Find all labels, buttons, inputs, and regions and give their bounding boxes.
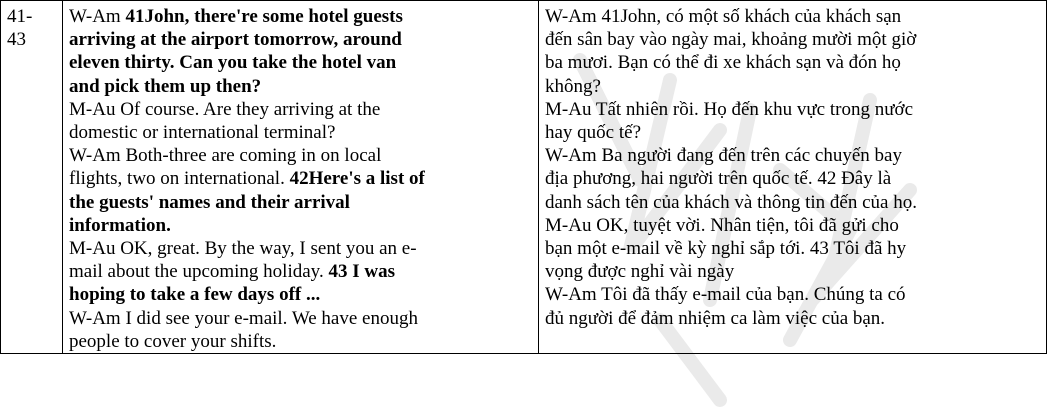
text-segment: mail about the upcoming holiday. <box>69 261 329 283</box>
text-segment: M-Au Of course. Are they arriving at the <box>69 98 381 120</box>
vietnamese-line: địa phương, hai người trên quốc tế. 42 Đây là <box>545 168 892 190</box>
vietnamese-line: hay quốc tế? <box>545 122 642 144</box>
english-line <box>69 51 532 74</box>
english-line <box>69 191 532 214</box>
vietnamese-line: W-Am 41John, có một số khách của khách sạn <box>545 6 902 27</box>
english-line <box>69 167 532 190</box>
bold-text: information. <box>69 214 171 236</box>
bold-text: 42Here's a list of <box>289 168 425 190</box>
vietnamese-line: bạn một e-mail về kỳ nghỉ sắp tới. 43 Tôi đã hy <box>545 238 907 260</box>
vietnamese-line: ba mươi. Bạn có thể đi xe khách sạn và đón họ <box>545 52 901 74</box>
vietnamese-line: danh sách tên của khách và thông tin đến của họ. <box>545 191 917 213</box>
vietnamese-line: đến sân bay vào ngày mai, khoảng mười một giờ <box>545 29 917 51</box>
english-line <box>69 75 532 98</box>
text-segment: flights, two on international. <box>69 168 290 190</box>
bold-text: the guests' names and their arrival <box>69 191 350 213</box>
vietnamese-line: không? <box>545 75 601 97</box>
english-line <box>69 98 532 121</box>
text-segment: M-Au OK, great. By the way, I sent you an e- <box>69 238 417 260</box>
text-segment: people to cover your shifts. <box>69 330 277 352</box>
bold-text: eleven thirty. Can you take the hotel van <box>69 52 397 74</box>
vietnamese-translation-cell <box>539 1 1047 354</box>
bold-text: arriving at the airport tomorrow, around <box>69 29 402 51</box>
text-segment: W-Am I did see your e-mail. We have enough <box>69 307 418 329</box>
bold-text: 41John, there're some hotel guests <box>125 6 403 27</box>
english-transcript-cell <box>63 1 539 354</box>
english-line <box>69 144 532 167</box>
bold-text: 43 I was <box>328 261 395 283</box>
english-line <box>69 28 532 51</box>
english-line <box>69 283 532 306</box>
english-line <box>69 307 532 330</box>
bold-text: hoping to take a few days off ... <box>69 284 321 306</box>
text-segment: domestic or international terminal? <box>69 122 336 144</box>
english-line <box>69 260 532 283</box>
table-row <box>1 1 1047 354</box>
bold-text: and pick them up then? <box>69 75 262 97</box>
vietnamese-line: W-Am Tôi đã thấy e-mail của bạn. Chúng ta có <box>545 284 906 306</box>
english-line <box>69 214 532 237</box>
english-line <box>69 330 532 353</box>
vietnamese-line: đủ người để đảm nhiệm ca làm việc của bạn. <box>545 307 886 329</box>
text-segment: W-Am <box>69 6 126 27</box>
english-line <box>69 5 532 28</box>
question-number-line: 41- <box>7 6 33 27</box>
vietnamese-line: vọng được nghỉ vài ngày <box>545 261 735 283</box>
vietnamese-line: M-Au Tất nhiên rồi. Họ đến khu vực trong nước <box>545 98 914 120</box>
vietnamese-line: W-Am Ba người đang đến trên các chuyến bay <box>545 145 902 167</box>
text-segment: W-Am Both-three are coming in on local <box>69 145 382 167</box>
question-number-cell <box>1 1 63 354</box>
english-line <box>69 237 532 260</box>
english-line <box>69 121 532 144</box>
vietnamese-line: M-Au OK, tuyệt vời. Nhân tiện, tôi đã gửi cho <box>545 214 899 236</box>
question-number-line: 43 <box>7 29 26 51</box>
